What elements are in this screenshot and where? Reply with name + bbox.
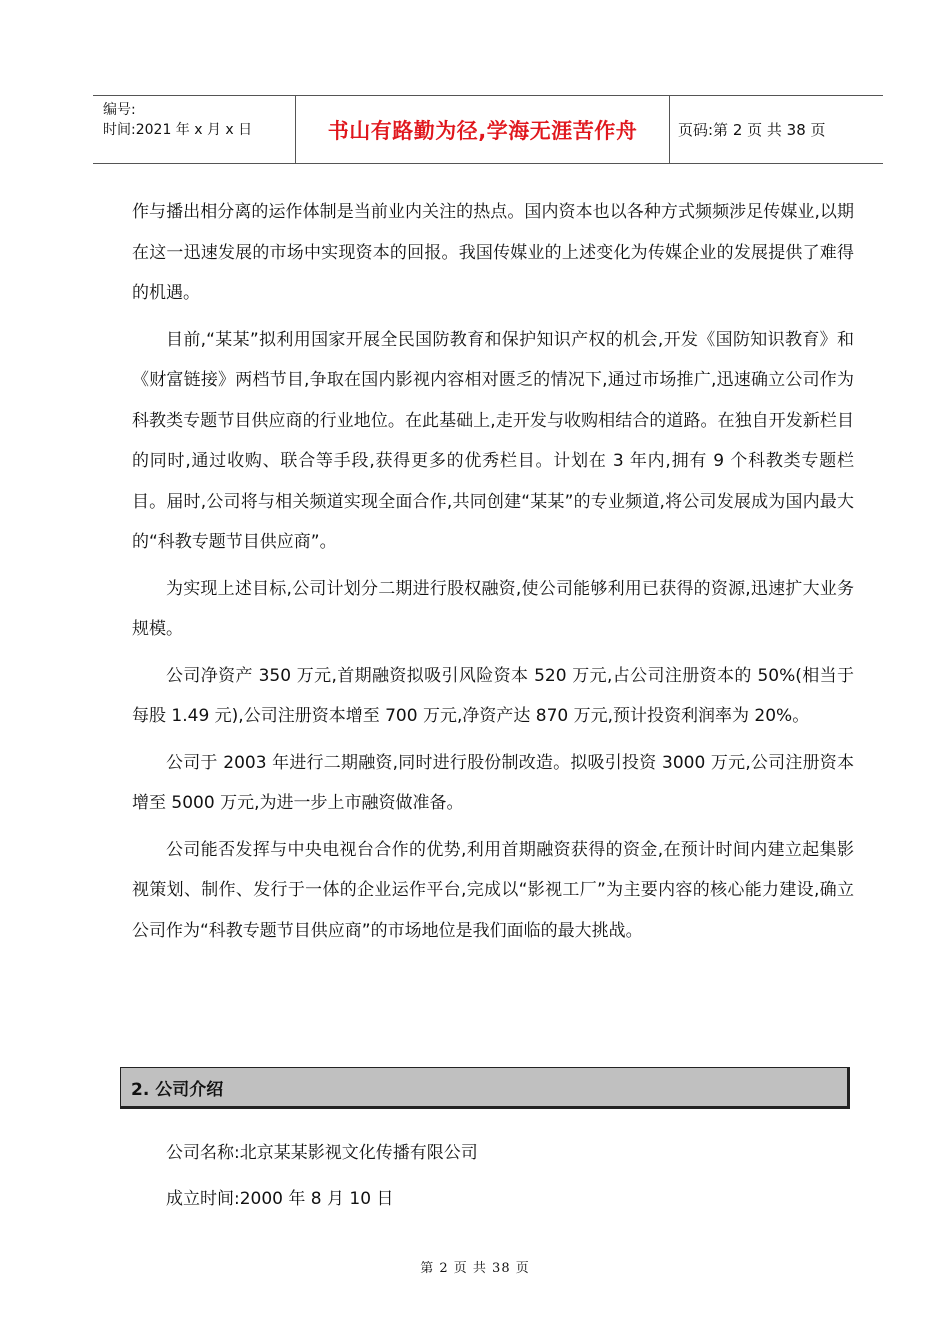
paragraph-2: 目前,“某某”拟利用国家开展全民国防教育和保护知识产权的机会,开发《国防知识教育》和《财富链接》两档节目,争取在国内影视内容相对匮乏的情况下,通过市场推广,迅速确立公司作为科教类专题节目供应商的行业地位。在此基础上,走开发与收购相结合的道路。在独自开发新栏目的同时,通过收购、联合等手段,获得更多的优秀栏目。计划在 3 年内,拥有 9 个科教类专题栏目。届时,公司将与相关频道实现全面合作,共同创建“某某”的专业频道,将公司发展成为国内最大的“科教专题节目供应商”。 <box>132 329 854 552</box>
paragraph-4: 公司净资产 350 万元,首期融资拟吸引风险资本 520 万元,占公司注册资本的 50%(相当于每股 1.49 元),公司注册资本增至 700 万元,净资产达 870 万元,预计投资利润率为 20%。 <box>132 665 854 726</box>
paragraph-6: 公司能否发挥与中央电视台合作的优势,利用首期融资获得的资金,在预计时间内建立起集影视策划、制作、发行于一体的企业运作平台,完成以“影视工厂”为主要内容的核心能力建设,确立公司作为“科教专题节目供应商”的市场地位是我们面临的最大挑战。 <box>132 839 854 941</box>
header-motto: 书山有路勤为径,学海无涯苦作舟 <box>295 96 670 163</box>
page-header <box>93 95 883 164</box>
company-founded: 成立时间:2000 年 8 月 10 日 <box>166 1189 394 1209</box>
header-meta <box>93 96 295 163</box>
paragraph-1: 作与播出相分离的运作体制是当前业内关注的热点。国内资本也以各种方式频频涉足传媒业,以期在这一迅速发展的市场中实现资本的回报。我国传媒业的上述变化为传媒企业的发展提供了难得的机遇。 <box>132 202 854 303</box>
paragraph-5: 公司于 2003 年进行二期融资,同时进行股份制改造。拟吸引投资 3000 万元,公司注册资本增至 5000 万元,为进一步上市融资做准备。 <box>132 752 854 813</box>
document-number-label: 编号: <box>103 102 136 118</box>
section-heading: 2. 公司介绍 <box>120 1067 850 1109</box>
body-text <box>132 192 854 957</box>
company-name: 公司名称:北京某某影视文化传播有限公司 <box>166 1143 478 1163</box>
page-footer: 第 2 页 共 38 页 <box>420 1261 530 1276</box>
header-page-number: 页码:第 2 页 共 38 页 <box>678 121 826 139</box>
paragraph-3: 为实现上述目标,公司计划分二期进行股权融资,使公司能够利用已获得的资源,迅速扩大业务规模。 <box>132 578 854 639</box>
document-time-label: 时间:2021 年 x 月 x 日 <box>103 122 253 138</box>
